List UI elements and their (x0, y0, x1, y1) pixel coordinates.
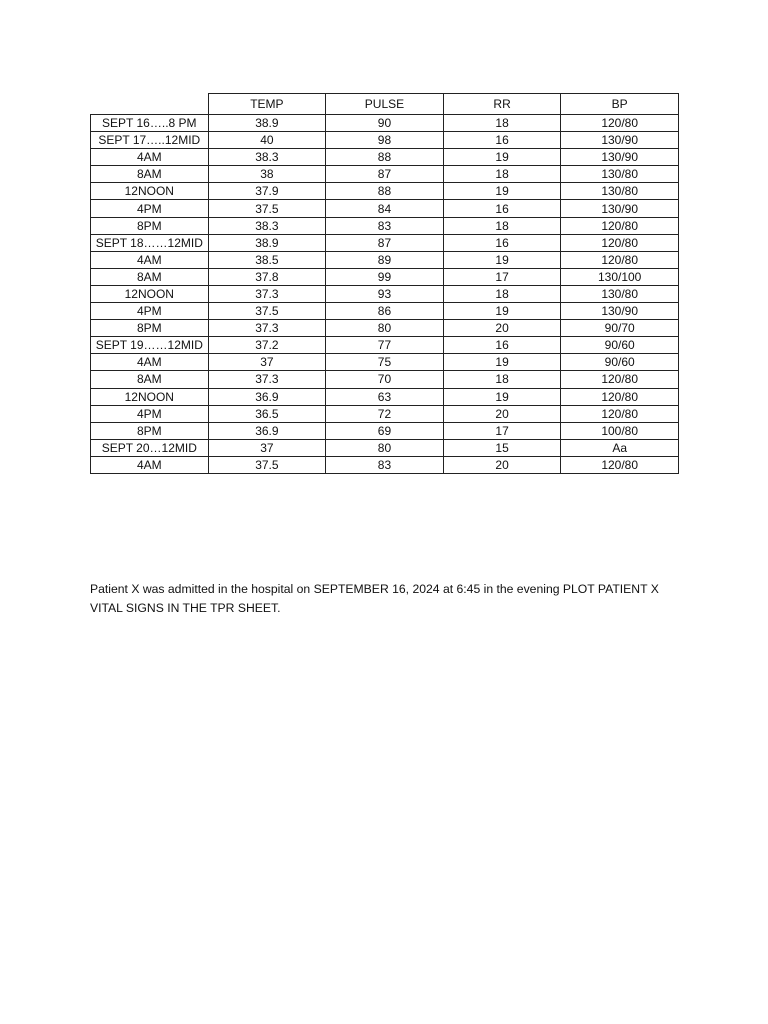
pulse-cell: 84 (326, 200, 444, 217)
header-bp: BP (561, 94, 679, 115)
rr-cell: 17 (443, 422, 561, 439)
bp-cell: 120/80 (561, 217, 679, 234)
time-cell: 8AM (91, 371, 209, 388)
bp-cell: 130/80 (561, 166, 679, 183)
bp-cell: 90/60 (561, 354, 679, 371)
pulse-cell: 88 (326, 149, 444, 166)
pulse-cell: 88 (326, 183, 444, 200)
rr-cell: 19 (443, 303, 561, 320)
time-cell: 8AM (91, 268, 209, 285)
pulse-cell: 77 (326, 337, 444, 354)
time-cell: 4AM (91, 149, 209, 166)
bp-cell: 90/70 (561, 320, 679, 337)
time-cell: 8PM (91, 422, 209, 439)
temp-cell: 37 (208, 354, 326, 371)
table-row (91, 217, 679, 234)
rr-cell: 20 (443, 405, 561, 422)
temp-cell: 38.3 (208, 149, 326, 166)
time-cell: 8PM (91, 320, 209, 337)
rr-cell: 16 (443, 234, 561, 251)
table-row (91, 115, 679, 132)
table-row (91, 285, 679, 302)
time-cell: SEPT 16…..8 PM (91, 115, 209, 132)
table-row (91, 337, 679, 354)
table-header-row (91, 94, 679, 115)
temp-cell: 36.9 (208, 388, 326, 405)
temp-cell: 37.3 (208, 320, 326, 337)
pulse-cell: 69 (326, 422, 444, 439)
bp-cell: 130/90 (561, 303, 679, 320)
rr-cell: 20 (443, 456, 561, 473)
temp-cell: 38.9 (208, 115, 326, 132)
time-cell: 4AM (91, 354, 209, 371)
temp-cell: 37.3 (208, 371, 326, 388)
rr-cell: 18 (443, 166, 561, 183)
temp-cell: 37.5 (208, 303, 326, 320)
pulse-cell: 70 (326, 371, 444, 388)
table-row (91, 388, 679, 405)
bp-cell: 120/80 (561, 371, 679, 388)
table-row (91, 371, 679, 388)
table-row (91, 149, 679, 166)
header-rr: RR (443, 94, 561, 115)
bp-cell: 100/80 (561, 422, 679, 439)
bp-cell: 130/90 (561, 132, 679, 149)
table-row (91, 354, 679, 371)
rr-cell: 19 (443, 149, 561, 166)
rr-cell: 19 (443, 251, 561, 268)
instruction-text: Patient X was admitted in the hospital on SEPTEMBER 16, 2024 at 6:45 in the evening PLOT PATIENT X VITAL SIGNS IN THE TPR SHEET. (90, 582, 659, 615)
rr-cell: 19 (443, 388, 561, 405)
table-row (91, 183, 679, 200)
table-row (91, 422, 679, 439)
rr-cell: 18 (443, 285, 561, 302)
temp-cell: 38 (208, 166, 326, 183)
time-cell: 12NOON (91, 183, 209, 200)
time-cell: 8AM (91, 166, 209, 183)
bp-cell: 90/60 (561, 337, 679, 354)
time-cell: 4PM (91, 200, 209, 217)
table-row (91, 234, 679, 251)
pulse-cell: 83 (326, 217, 444, 234)
time-cell: SEPT 20…12MID (91, 439, 209, 456)
temp-cell: 40 (208, 132, 326, 149)
temp-cell: 38.5 (208, 251, 326, 268)
bp-cell: 120/80 (561, 115, 679, 132)
pulse-cell: 72 (326, 405, 444, 422)
temp-cell: 36.5 (208, 405, 326, 422)
table-body (91, 115, 679, 474)
pulse-cell: 80 (326, 439, 444, 456)
bp-cell: 130/80 (561, 183, 679, 200)
header-blank-cell (91, 94, 209, 115)
rr-cell: 19 (443, 354, 561, 371)
bp-cell: 120/80 (561, 234, 679, 251)
pulse-cell: 93 (326, 285, 444, 302)
bp-cell: 120/80 (561, 456, 679, 473)
rr-cell: 16 (443, 337, 561, 354)
table-row (91, 405, 679, 422)
bp-cell: 130/90 (561, 149, 679, 166)
time-cell: SEPT 19……12MID (91, 337, 209, 354)
pulse-cell: 87 (326, 166, 444, 183)
time-cell: 4AM (91, 251, 209, 268)
time-cell: 4AM (91, 456, 209, 473)
pulse-cell: 98 (326, 132, 444, 149)
header-pulse: PULSE (326, 94, 444, 115)
table-row (91, 166, 679, 183)
temp-cell: 37.2 (208, 337, 326, 354)
pulse-cell: 83 (326, 456, 444, 473)
table-row (91, 200, 679, 217)
temp-cell: 37.3 (208, 285, 326, 302)
pulse-cell: 75 (326, 354, 444, 371)
time-cell: 8PM (91, 217, 209, 234)
time-cell: 12NOON (91, 285, 209, 302)
table-row (91, 320, 679, 337)
time-cell: SEPT 18……12MID (91, 234, 209, 251)
vital-signs-table (90, 93, 679, 474)
temp-cell: 38.3 (208, 217, 326, 234)
temp-cell: 37.9 (208, 183, 326, 200)
pulse-cell: 63 (326, 388, 444, 405)
rr-cell: 18 (443, 371, 561, 388)
table-row (91, 456, 679, 473)
temp-cell: 37.5 (208, 456, 326, 473)
pulse-cell: 90 (326, 115, 444, 132)
time-cell: 12NOON (91, 388, 209, 405)
bp-cell: Aa (561, 439, 679, 456)
bp-cell: 130/80 (561, 285, 679, 302)
bp-cell: 130/90 (561, 200, 679, 217)
pulse-cell: 99 (326, 268, 444, 285)
temp-cell: 37 (208, 439, 326, 456)
rr-cell: 18 (443, 217, 561, 234)
rr-cell: 16 (443, 132, 561, 149)
table-row (91, 303, 679, 320)
bp-cell: 130/100 (561, 268, 679, 285)
bp-cell: 120/80 (561, 388, 679, 405)
time-cell: SEPT 17…..12MID (91, 132, 209, 149)
pulse-cell: 86 (326, 303, 444, 320)
time-cell: 4PM (91, 303, 209, 320)
rr-cell: 19 (443, 183, 561, 200)
bp-cell: 120/80 (561, 251, 679, 268)
table-row (91, 268, 679, 285)
rr-cell: 15 (443, 439, 561, 456)
temp-cell: 38.9 (208, 234, 326, 251)
rr-cell: 18 (443, 115, 561, 132)
table-row (91, 439, 679, 456)
pulse-cell: 80 (326, 320, 444, 337)
temp-cell: 37.8 (208, 268, 326, 285)
table-row (91, 251, 679, 268)
pulse-cell: 89 (326, 251, 444, 268)
pulse-cell: 87 (326, 234, 444, 251)
header-temp: TEMP (208, 94, 326, 115)
bp-cell: 120/80 (561, 405, 679, 422)
table-row (91, 132, 679, 149)
rr-cell: 20 (443, 320, 561, 337)
temp-cell: 37.5 (208, 200, 326, 217)
temp-cell: 36.9 (208, 422, 326, 439)
time-cell: 4PM (91, 405, 209, 422)
rr-cell: 16 (443, 200, 561, 217)
rr-cell: 17 (443, 268, 561, 285)
